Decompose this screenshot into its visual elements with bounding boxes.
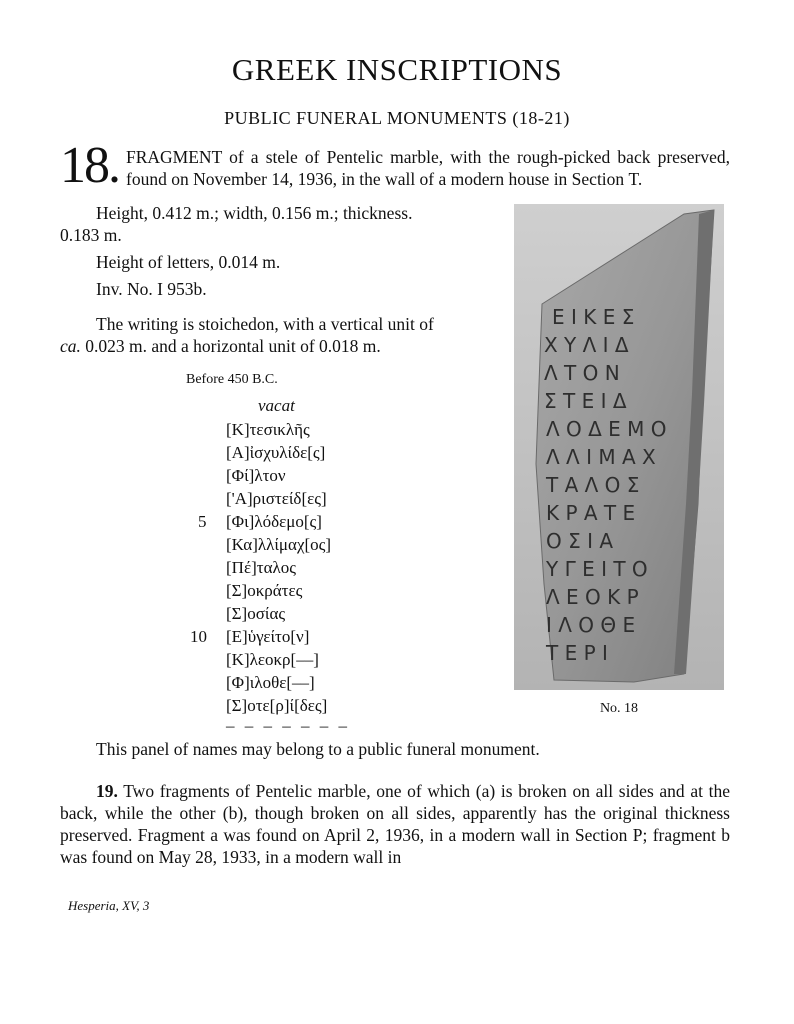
inscription-line: [Φ]ιλοθε[––] bbox=[226, 673, 315, 692]
svg-text:Λ Ο Δ Ε Μ Ο: Λ Ο Δ Ε Μ Ο bbox=[546, 417, 667, 441]
section-subtitle: PUBLIC FUNERAL MONUMENTS (18-21) bbox=[224, 108, 570, 128]
journal-footer: Hesperia, XV, 3 bbox=[68, 898, 150, 913]
svg-text:Υ Γ Ε Ι Τ Ο: Υ Γ Ε Ι Τ Ο bbox=[546, 557, 648, 581]
inscription-line: [Σ]οκράτες bbox=[226, 581, 303, 600]
stele-photograph bbox=[514, 204, 724, 690]
svg-text:Κ Ρ Α Τ Ε: Κ Ρ Α Τ Ε bbox=[546, 501, 636, 525]
inscription-line: ['Α]ριστείδ[ες] bbox=[226, 489, 327, 508]
svg-text:Λ Τ Ο Ν: Λ Τ Ο Ν bbox=[544, 361, 620, 385]
inscription-line: [Ε]ὑγείτο[ν] bbox=[226, 627, 310, 646]
inscription-line: [Κα]λλίμαχ[ος] bbox=[226, 535, 332, 554]
inventory-number: Inv. No. I 953b. bbox=[96, 279, 207, 299]
stoichedon-line-2 bbox=[60, 335, 381, 357]
svg-text:Ε Ι Κ Ε Σ: Ε Ι Κ Ε Σ bbox=[552, 305, 635, 329]
svg-text:Ο Σ Ι Α: Ο Σ Ι Α bbox=[546, 529, 614, 553]
panel-note: This panel of names may belong to a public funeral monument. bbox=[96, 739, 540, 759]
circa-abbrev: ca. bbox=[60, 336, 81, 356]
inscription-line: [Κ]τεσικλῆς bbox=[226, 420, 310, 439]
svg-text:Χ Υ Λ Ι Δ: Χ Υ Λ Ι Δ bbox=[544, 333, 629, 357]
entry-number-19: 19. bbox=[96, 781, 118, 801]
inscription-date: Before 450 B.C. bbox=[186, 372, 278, 387]
line-number-5: 5 bbox=[198, 512, 207, 531]
stoichedon-units: 0.023 m. and a horizontal unit of 0.018 m. bbox=[80, 336, 381, 356]
svg-text:Ι Λ Ο Θ Ε: Ι Λ Ο Θ Ε bbox=[546, 613, 636, 637]
entry-19-paragraph bbox=[60, 780, 730, 868]
svg-text:Λ Ε Ο Κ Ρ: Λ Ε Ο Κ Ρ bbox=[546, 585, 639, 609]
inscription-line: [Φί]λτον bbox=[226, 466, 286, 485]
line-number-10: 10 bbox=[190, 627, 207, 646]
lacuna-dashes: – – – – – – – bbox=[226, 716, 350, 735]
svg-text:Τ Α Λ Ο Σ: Τ Α Λ Ο Σ bbox=[546, 473, 640, 497]
dimensions-line-2: 0.183 m. bbox=[60, 225, 122, 245]
dimensions-line-1: Height, 0.412 m.; width, 0.156 m.; thickness. bbox=[96, 203, 413, 223]
entry-number-18: 18. bbox=[60, 137, 119, 194]
svg-text:Λ Λ Ι Μ Α Χ: Λ Λ Ι Μ Α Χ bbox=[546, 445, 656, 469]
inscription-line: [Φι]λόδεμο[ς] bbox=[226, 512, 322, 531]
inscription-line: [Πέ]ταλος bbox=[226, 558, 296, 577]
inscription-line: [Σ]οσίας bbox=[226, 604, 286, 623]
inscription-line: [Α]ἰσχυλίδε[ς] bbox=[226, 443, 326, 462]
inscription-line: [Κ]λεοκρ[––] bbox=[226, 650, 319, 669]
photo-caption: No. 18 bbox=[599, 701, 639, 716]
stele-fragment-image bbox=[514, 204, 724, 690]
vacat-label: vacat bbox=[258, 396, 295, 415]
svg-text:Σ Τ Ε Ι Δ: Σ Τ Ε Ι Δ bbox=[544, 389, 627, 413]
entry-19-text: Two fragments of Pentelic marble, one of which (a) is broken on all sides and at the back, while the other (b), though broken on all sides, apparently has the original thickness preserved. Fragment a was found on April 2, 1936, in a modern wall in Section Ρ; fragment b was found on May 28, 1933, in a modern wall in bbox=[60, 781, 730, 867]
inscription-line: [Σ]οτε[ρ]ί[δες] bbox=[226, 696, 328, 715]
letter-height: Height of letters, 0.014 m. bbox=[96, 252, 281, 272]
page-title: GREEK INSCRIPTIONS bbox=[231, 52, 563, 87]
svg-text:Τ Ε Ρ Ι: Τ Ε Ρ Ι bbox=[546, 641, 608, 665]
stoichedon-line-1: The writing is stoichedon, with a vertical unit of bbox=[96, 314, 434, 334]
entry-18-intro: FRAGMENT of a stele of Pentelic marble, with the rough-picked back preserved, found on November 14, 1936, in the wall of a modern house in Section Τ. bbox=[126, 147, 730, 189]
